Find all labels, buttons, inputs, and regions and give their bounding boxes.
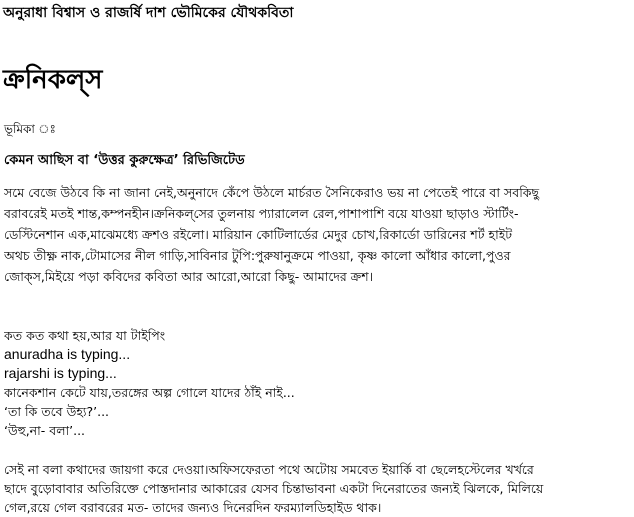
dialogue-block [4,326,630,440]
section-subtitle: কেমন আছিস বা ‘উত্তর কুরুক্ষেত্র’ রিভিজিটেড [4,153,245,168]
dialogue-line: anuradha is typing... [4,346,131,362]
dialogue-line: কানেকশান কেটে যায়,তরঙ্গের অল্প গোলে যাদের ঠাঁই নাই... [4,385,295,400]
dialogue-line: কত কত কথা হয়,আর যা টাইপিং [4,328,166,343]
paragraph-line: অথচ তীক্ষ্ণ নাক,টোমাসের নীল গাড়ি,সাবিনার টুপি:পুরুষানুক্রমে পাওয়া, কৃষ্ণ কালো আঁধার কালো,পুওর [4,248,511,263]
dialogue-line: ‘উহু,না- বলা’... [4,423,86,438]
dialogue-line: rajarshi is typing... [4,365,117,381]
byline: অনুরাধা বিশ্বাস ও রাজর্ষি দাশ ভৌমিকের যৌথকবিতা [3,5,294,21]
intro-label: ভূমিকা ঃ [4,122,56,136]
paragraph-line: বরাবরেই মতই শান্ত,কম্পনহীন।ক্রনিকল্‌সের তুলনায় প্যারালেল রেল,পাশাপাশি বয়ে যাওয়া ছাড়াও স্টার্টিং- [4,206,519,221]
paragraph-line: জোক্‌স,মিইয়ে পড়া কবিদের কবিতা আর আরো,আরো কিছু- আমাদের ক্রশ। [4,269,374,284]
paragraph-line: ডেস্টিনেশান এক,মাঝেমধ্যে ক্রশও রইলো। মারিয়ান কোটিলার্ডের মেদুর চোখ,রিকার্ডো ডারিনের শর্ট হাইট [4,227,513,242]
document-title: ক্রনিকল্‌স [3,65,103,95]
dialogue-line: ‘তা কি তবে উহ্য?’... [4,404,110,419]
paragraph-line: সমে বেজে উঠবে কি না জানা নেই,অনুনাদে কেঁপে উঠলে মার্চরত সৈনিকেরাও ভয় না পেতেই পারে বা সবকিছু [4,185,540,200]
intro-paragraph [4,182,628,287]
closing-paragraph [4,460,630,517]
closing-line: ছাদে বুড়োবাবার অতিরিক্তে পোস্তদানার আকারের যেসব চিন্তাভাবনা একটা দিনেরাতের জন্যই ঝিলকে, মিলিয়ে [4,481,544,496]
closing-line: সেই না বলা কথাদের জায়গা করে দেওয়া।অফিসফেরতা পথে অটোয় সমবেত ইয়ার্কি বা ছেলেহস্টেলের খর্খরে [4,462,534,477]
document-page [3,4,629,515]
closing-line: গেল,রয়ে গেল বরাবরের মত- তাদের জন্যও দিনেরদিন ফরম্যালডিহাইড থাক। [4,500,382,515]
